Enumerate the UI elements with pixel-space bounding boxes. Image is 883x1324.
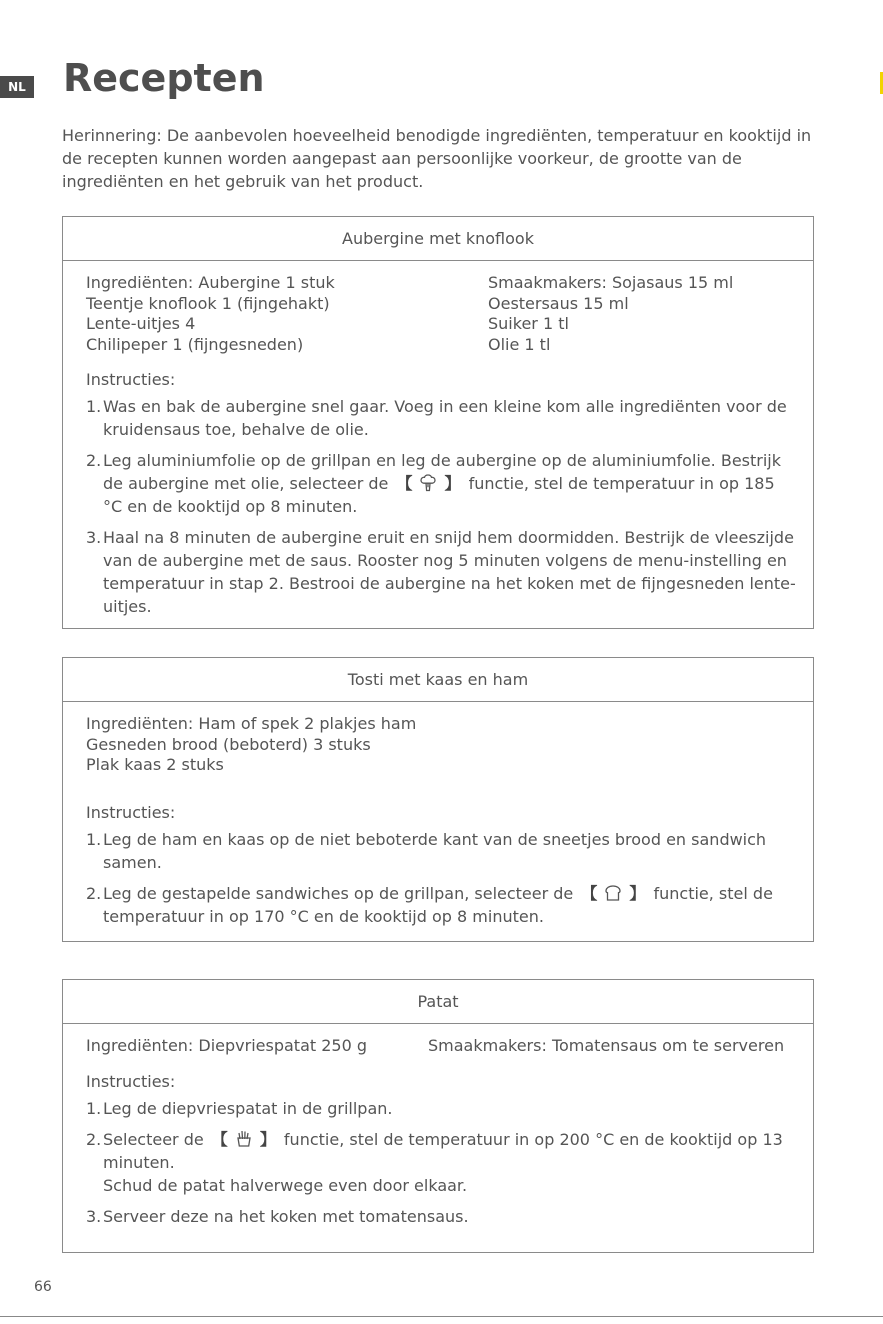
ingredient-line: Teentje knoflook 1 (fijngehakt) [86,293,330,313]
instruction-step [86,1205,797,1228]
intro-text: Herinnering: De aanbevolen hoeveelheid benodigde ingrediënten, temperatuur en kooktijd in de recepten kunnen worden aangepast aan persoonlijke voorkeur, de grootte van de ingrediënten en het gebruik van het product. [62,126,812,191]
page-title: Recepten [63,56,265,100]
instruction-step [86,449,797,518]
step-text-part: functie, stel de temperatuur in op 170 °C en de kooktijd op 8 minuten. [103,883,773,926]
step-text-part: Selecteer de [103,1129,209,1149]
step-text: Leg de diepvriespatat in de grillpan. [103,1098,393,1118]
instruction-steps [86,395,797,618]
instruction-step [86,526,797,618]
instructions-heading: Instructies: [86,1071,176,1091]
step-text-part: Schud de patat halverwege even door elkaar. [103,1175,468,1195]
language-tab: NL [0,76,34,98]
step-number: 2. [86,883,102,903]
ingredients [86,1036,797,1057]
recipe-card-aubergine [62,216,814,629]
ingredients [86,714,797,776]
step-text: Leg de ham en kaas op de niet beboterde kant van de sneetjes brood en sandwich samen. [103,829,767,872]
step-text-part: Leg de gestapelde sandwiches op de grillpan, selecteer de [103,883,579,903]
bracket-open: 【 [581,883,598,903]
broccoli-icon [417,473,439,493]
instruction-step [86,1097,797,1120]
instruction-step [86,1128,797,1197]
bracket-open: 【 [211,1129,228,1149]
instruction-step [86,828,797,874]
ingredient-line: Chilipeper 1 (fijngesneden) [86,334,304,354]
seasoning-line: Olie 1 tl [488,334,551,354]
recipe-title: Tosti met kaas en ham [63,658,813,702]
ingredient-line: Ingrediënten: Ham of spek 2 plakjes ham [86,714,417,733]
step-text [103,1128,797,1197]
step-text-part: functie, stel de temperatuur in op 185 °C en de kooktijd op 8 minuten. [103,474,775,516]
instruction-step [86,395,797,441]
ingredient-line: Ingrediënten: Aubergine 1 stuk [86,273,335,292]
step-number: 1. [86,397,102,416]
page-number: 66 [34,1279,52,1295]
instruction-step [86,882,797,928]
step-text: Was en bak de aubergine snel gaar. Voeg in een kleine kom alle ingrediënten voor de kruidensaus toe, behalve de olie. [103,397,787,439]
bracket-open: 【 [396,474,413,493]
step-number: 3. [86,528,102,547]
toast-icon [602,883,624,903]
seasoning-line: Oestersaus 15 ml [488,293,629,313]
bottom-rule [0,1316,883,1317]
instruction-steps [86,828,797,928]
seasoning-line: Suiker 1 tl [488,314,569,333]
bracket-close: 】 [629,883,646,903]
step-text-part: Leg aluminiumfolie op de grillpan en leg de aubergine op de aluminiumfolie. Bestrijk de aubergine met olie, selecteer de [103,451,782,493]
ingredient-line: Lente-uitjes 4 [86,314,196,333]
step-text [103,449,797,518]
ingredients [86,273,797,355]
step-number: 3. [86,1206,102,1226]
ingredient-line: Ingrediënten: Diepvriespatat 250 g [86,1036,368,1055]
step-text [103,882,797,928]
step-number: 1. [86,1098,102,1118]
ingredient-line: Plak kaas 2 stuks [86,755,224,774]
seasoning-line: Smaakmakers: Sojasaus 15 ml [488,273,734,292]
step-number: 2. [86,451,102,470]
ingredient-line: Gesneden brood (beboterd) 3 stuks [86,734,371,754]
step-number: 1. [86,829,102,849]
step-text-part: functie, stel de temperatuur in op 200 °C en de kooktijd op 13 minuten. [103,1129,783,1172]
recipe-title: Aubergine met knoflook [63,217,813,261]
instructions-heading: Instructies: [86,370,176,389]
seasoning-line: Smaakmakers: Tomatensaus om te serveren [428,1036,785,1055]
step-text: Serveer deze na het koken met tomatensaus. [103,1206,469,1226]
step-number: 2. [86,1129,102,1149]
instructions-heading: Instructies: [86,802,176,822]
step-text: Haal na 8 minuten de aubergine eruit en snijd hem doormidden. Bestrijk de vleeszijde van de aubergine met de saus. Rooster nog 5 minuten volgens de menu-instelling en temperatuur in stap 2. Bestrooi de aubergine na het koken met de fijngesneden lente-uitjes. [103,528,796,616]
fries-icon [233,1129,255,1149]
bracket-close: 】 [259,1129,276,1149]
recipe-card-tosti [62,657,814,942]
instruction-steps [86,1097,797,1228]
bracket-close: 】 [444,474,461,493]
recipe-title: Patat [63,980,813,1024]
recipe-card-patat [62,979,814,1253]
